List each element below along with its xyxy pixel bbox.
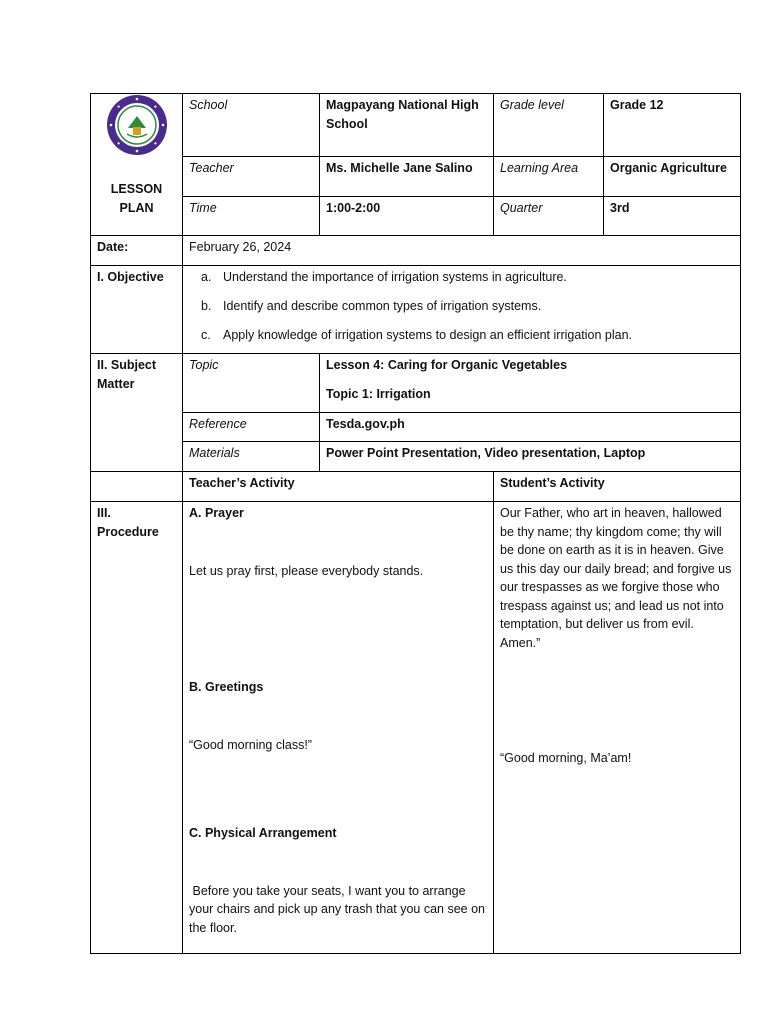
- prayer-heading: A. Prayer: [189, 506, 244, 520]
- grade-level-label: Grade level: [494, 94, 604, 157]
- materials-value: Power Point Presentation, Video presentation, Laptop: [320, 442, 741, 472]
- teacher-activity-header: Teacher’s Activity: [183, 472, 494, 502]
- date-label: Date:: [91, 236, 183, 266]
- objective-item: c. Apply knowledge of irrigation systems to design an efficient irrigation plan.: [201, 328, 633, 342]
- teacher-label: Teacher: [183, 157, 320, 196]
- learning-area-label: Learning Area: [494, 157, 604, 196]
- objective-list: [183, 266, 741, 354]
- arrangement-heading: C. Physical Arrangement: [189, 826, 337, 840]
- student-activity-cell: [494, 502, 741, 954]
- objective-item: a. Understand the importance of irrigation systems in agriculture.: [201, 270, 567, 284]
- objective-item: b. Identify and describe common types of irrigation systems.: [201, 299, 542, 313]
- topic-title: Topic 1: Irrigation: [326, 386, 431, 401]
- teacher-value: Ms. Michelle Jane Salino: [320, 157, 494, 196]
- lesson-title: Lesson 4: Caring for Organic Vegetables: [326, 358, 568, 372]
- reference-value: Tesda.gov.ph: [320, 413, 741, 442]
- time-label: Time: [183, 196, 320, 235]
- teacher-activity-cell: [183, 502, 494, 954]
- prayer-teacher-text: Let us pray first, please everybody stands.: [189, 563, 424, 578]
- quarter-value: 3rd: [604, 196, 741, 235]
- reference-label: Reference: [183, 413, 320, 442]
- lesson-plan-label: LESSON PLAN: [110, 182, 163, 215]
- quarter-label: Quarter: [494, 196, 604, 235]
- greetings-heading: B. Greetings: [189, 680, 264, 694]
- school-seal-icon: [106, 94, 168, 156]
- greetings-teacher-text: “Good morning class!”: [189, 737, 312, 752]
- lesson-plan-table: [90, 93, 741, 954]
- arrangement-teacher-text: Before you take your seats, I want you to arrange your chairs and pick up any trash that you can see on the floor.: [189, 883, 489, 935]
- time-value: 1:00-2:00: [320, 196, 494, 235]
- topic-label: Topic: [183, 354, 320, 413]
- logo-cell: [91, 94, 183, 236]
- greetings-student-text: “Good morning, Ma’am!: [500, 751, 632, 765]
- blank-cell: [91, 472, 183, 502]
- subject-matter-label: II. Subject Matter: [91, 354, 183, 472]
- student-activity-header: Student’s Activity: [494, 472, 741, 502]
- objective-label: I. Objective: [91, 266, 183, 354]
- school-label: School: [183, 94, 320, 157]
- learning-area-value: Organic Agriculture: [604, 157, 741, 196]
- school-value: Magpayang National High School: [320, 94, 494, 157]
- procedure-label: III. Procedure: [91, 502, 183, 954]
- materials-label: Materials: [183, 442, 320, 472]
- prayer-student-text: Our Father, who art in heaven, hallowed be thy name; thy kingdom come; thy will be done on earth as it is in heaven. Give us this day our daily bread; and forgive us our trespasses as we forgive those who trespass against us; and lead us not into temptation, but deliver us from evil. Amen.”: [500, 506, 732, 650]
- topic-value: [320, 354, 741, 413]
- date-value: February 26, 2024: [183, 236, 741, 266]
- grade-level-value: Grade 12: [604, 94, 741, 157]
